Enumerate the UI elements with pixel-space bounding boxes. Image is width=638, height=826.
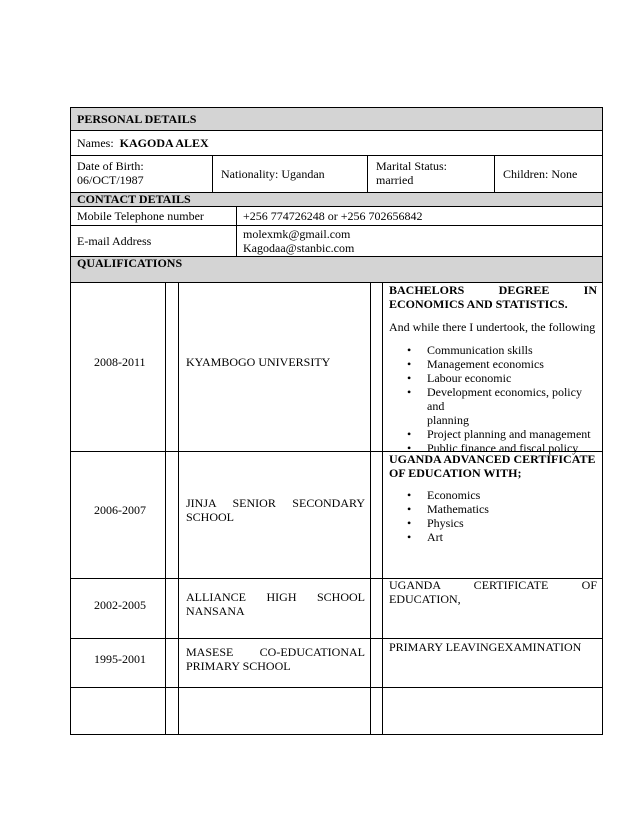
list-item: • Mathematics	[385, 502, 599, 516]
qualification-institution-line1: MASESE CO-EDUCATIONAL	[186, 645, 365, 659]
qualifications-heading: QUALIFICATIONS	[77, 256, 183, 270]
qualification-award-title-line1: UGANDA ADVANCED CERTIFICATE	[389, 452, 596, 466]
list-item: • Physics	[385, 516, 599, 530]
names-value: KAGODA ALEX	[119, 136, 209, 150]
subject-list	[385, 488, 599, 544]
names-label: Names:	[77, 136, 114, 150]
contact-details-heading: CONTACT DETAILS	[77, 192, 191, 206]
qualification-institution-line2: PRIMARY SCHOOL	[186, 659, 291, 673]
qualification-institution-line1: JINJA SENIOR SECONDARY	[186, 496, 365, 510]
names-row	[77, 136, 209, 150]
list-item: • Art	[385, 530, 599, 544]
marital-status-label: Marital Status:	[376, 159, 447, 173]
list-item: • Economics	[385, 488, 599, 502]
course-list	[385, 343, 599, 455]
list-item: • Management economics	[385, 357, 599, 371]
qualification-institution-line2: NANSANA	[186, 604, 245, 618]
qualification-award-line1: UGANDA CERTIFICATE OF	[389, 578, 597, 592]
qualification-award-title-line1: BACHELORS DEGREE IN	[389, 283, 597, 297]
children: Children: None	[503, 167, 578, 181]
qualification-institution-line2: SCHOOL	[186, 510, 235, 524]
qualification-award-title-line2: OF EDUCATION WITH;	[389, 466, 522, 480]
qualification-years: 2006-2007	[94, 503, 146, 517]
list-item: • Public finance and fiscal policy	[385, 441, 599, 455]
list-item: • Development economics, policy and	[385, 385, 599, 413]
qualification-award-title-line2: ECONOMICS AND STATISTICS.	[389, 297, 568, 311]
qualification-years: 2002-2005	[94, 598, 146, 612]
personal-details-heading: PERSONAL DETAILS	[77, 112, 197, 126]
qualification-institution-line1: ALLIANCE HIGH SCHOOL	[186, 590, 365, 604]
qualification-institution: KYAMBOGO UNIVERSITY	[186, 355, 331, 369]
qualification-years: 2008-2011	[94, 355, 146, 369]
email-primary: molexmk@gmail.com	[243, 227, 351, 241]
list-item: • Labour economic	[385, 371, 599, 385]
marital-status-value: married	[376, 173, 414, 187]
qualification-award-line1: PRIMARY LEAVINGEXAMINATION	[389, 640, 582, 654]
mobile-value: +256 774726248 or +256 702656842	[243, 209, 423, 223]
email-secondary: Kagodaa@stanbic.com	[243, 241, 355, 255]
list-item: • Communication skills	[385, 343, 599, 357]
list-item: • Project planning and management	[385, 427, 599, 441]
qualification-years: 1995-2001	[94, 652, 146, 666]
qualification-award-line2: EDUCATION,	[389, 592, 461, 606]
email-label: E-mail Address	[77, 234, 152, 248]
dob-label: Date of Birth:	[77, 159, 144, 173]
qualification-intro: And while there I undertook, the following	[389, 320, 596, 334]
mobile-label: Mobile Telephone number	[77, 209, 204, 223]
nationality: Nationality: Ugandan	[221, 167, 325, 181]
list-item-continuation: planning	[427, 413, 469, 427]
dob-value: 06/OCT/1987	[77, 173, 144, 187]
